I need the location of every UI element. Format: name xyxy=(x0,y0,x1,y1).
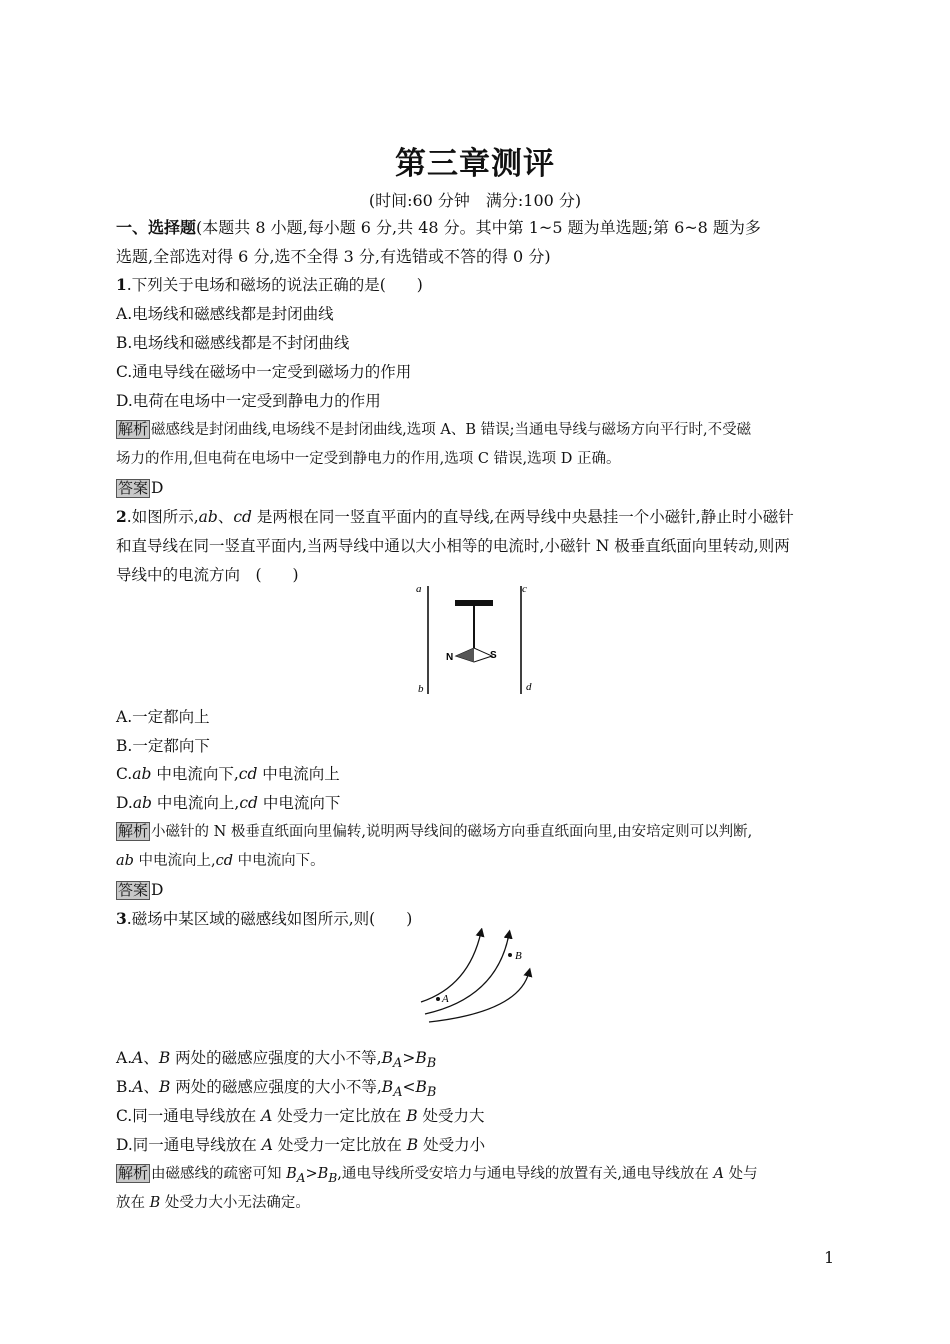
analysis-tag: 解析 xyxy=(118,420,149,438)
q2-stem xyxy=(116,507,836,527)
q3-an-mid: ,通电导线所受安培力与通电导线的放置有关,通电导线放在 xyxy=(337,1166,714,1182)
label-point-b: B xyxy=(515,950,522,962)
q3-opt-b-B: B xyxy=(159,1078,171,1096)
q2-an-cd: cd xyxy=(215,853,234,869)
q2-an-ab: ab xyxy=(116,853,134,869)
sym-B: B xyxy=(415,1049,427,1067)
field-line-1 xyxy=(421,932,481,1002)
q3-opt-b-text: 两处的磁感应强度的大小不等, xyxy=(170,1078,382,1096)
section-heading xyxy=(116,218,836,238)
q3-analysis-line2 xyxy=(116,1193,836,1213)
q2-stem-line3: 导线中的电流方向 ( ) xyxy=(116,566,299,584)
q3-an-l2-B: B xyxy=(149,1195,161,1211)
q2-stem-b: 是两根在同一竖直平面内的直导线,在两导线中央悬挂一个小磁针,静止时小磁针 xyxy=(251,508,794,526)
q2-opt-c-prefix: C. xyxy=(116,765,133,783)
q2-option-d xyxy=(116,793,836,813)
needle-n-half xyxy=(456,648,474,662)
point-b xyxy=(508,953,512,957)
q3-an-l2-end: 处受力大小无法确定。 xyxy=(160,1195,310,1211)
q3-opt-c-pre: C.同一通电导线放在 xyxy=(116,1107,262,1125)
q3-option-c xyxy=(116,1106,836,1126)
label-b: b xyxy=(418,683,424,695)
q1-answer xyxy=(116,478,836,498)
q2-opt-c-ab: ab xyxy=(132,765,152,783)
q2-stem-sep: 、 xyxy=(217,508,234,526)
analysis-tag: 解析 xyxy=(118,822,149,840)
q3-an-end: 处与 xyxy=(724,1166,758,1182)
page-number: 1 xyxy=(824,1248,835,1267)
q2-opt-c-cd: cd xyxy=(238,765,258,783)
q1-option-b: B.电场线和磁感线都是不封闭曲线 xyxy=(116,334,350,352)
q1-option-d: D.电荷在电场中一定受到静电力的作用 xyxy=(116,392,381,410)
q2-stem-a: .如图所示, xyxy=(126,508,199,526)
label-point-a: A xyxy=(442,993,449,1005)
q3-opt-c-mid: 处受力一定比放在 xyxy=(272,1107,407,1125)
section-desc-2: 选题,全部选对得 6 分,选不全得 3 分,有选错或不答的得 0 分) xyxy=(116,247,551,266)
q1-number: 1 xyxy=(116,275,127,294)
q2-analysis-text-1: 小磁针的 N 极垂直纸面向里偏转,说明两导线间的磁场方向垂直纸面向里,由安培定则可以判断, xyxy=(151,824,753,840)
q1-stem-text: .下列关于电场和磁场的说法正确的是( ) xyxy=(126,276,423,294)
q3-opt-a-prefix: A. xyxy=(116,1049,133,1067)
q3-opt-c-A: A xyxy=(261,1107,273,1125)
label-n: N xyxy=(446,652,454,663)
exam-info: (时间:60 分钟 满分:100 分) xyxy=(368,191,582,210)
sym-B: B xyxy=(286,1166,297,1182)
sub-A: A xyxy=(296,1170,306,1185)
q3-opt-b-prefix: B. xyxy=(116,1078,133,1096)
q3-number: 3 xyxy=(116,909,127,928)
wires-compass-figure xyxy=(410,580,550,700)
q3-option-d xyxy=(116,1135,836,1155)
q3-opt-a-text: 两处的磁感应强度的大小不等, xyxy=(170,1049,382,1067)
point-a xyxy=(436,997,440,1001)
analysis-tag: 解析 xyxy=(118,1164,149,1182)
q3-an-pre: 由磁感线的疏密可知 xyxy=(151,1166,287,1182)
q3-an-rel: > xyxy=(305,1166,318,1182)
q1-analysis-text-2: 场力的作用,但电荷在电场中一定受到静电力的作用,选项 C 错误,选项 D 正确。 xyxy=(116,451,621,467)
q1-answer-value: D xyxy=(151,479,164,497)
q2-opt-d-cd: cd xyxy=(239,794,258,812)
q3-opt-a-A: A xyxy=(132,1049,144,1067)
q2-number: 2 xyxy=(116,507,127,526)
q3-opt-b-rel: < xyxy=(402,1078,416,1096)
label-c: c xyxy=(522,583,527,595)
q2-opt-c-mid: 中电流向下, xyxy=(151,765,239,783)
sub-B: B xyxy=(426,1056,437,1072)
q3-opt-d-mid: 处受力一定比放在 xyxy=(272,1136,407,1154)
q3-stem xyxy=(116,909,836,929)
q2-stem-cd: cd xyxy=(233,508,252,526)
q2-analysis xyxy=(116,822,836,842)
q2-stem-line2: 和直导线在同一竖直平面内,当两导线中通以大小相等的电流时,小磁针 N 极垂直纸面向里转动,则两 xyxy=(116,537,790,555)
sym-B: B xyxy=(317,1166,329,1182)
q3-option-a xyxy=(116,1048,836,1074)
answer-tag: 答案 xyxy=(118,479,149,497)
q3-opt-a-B: B xyxy=(158,1049,171,1067)
q1-stem xyxy=(116,275,836,295)
q2-opt-d-end: 中电流向下 xyxy=(257,794,341,812)
q3-opt-d-B: B xyxy=(406,1136,419,1154)
q3-an-A: A xyxy=(713,1166,725,1182)
q2-an-end: 中电流向下。 xyxy=(233,853,325,869)
support-bar xyxy=(455,600,493,606)
q3-opt-d-pre: D.同一通电导线放在 xyxy=(116,1136,262,1154)
q3-opt-c-end: 处受力大 xyxy=(417,1107,485,1125)
q3-opt-a-rel: > xyxy=(402,1049,416,1067)
sub-A: A xyxy=(393,1085,403,1101)
section-desc-1: (本题共 8 小题,每小题 6 分,共 48 分。其中第 1~5 题为单选题;第 6~8 题为多 xyxy=(196,218,761,237)
q2-opt-d-prefix: D. xyxy=(116,794,133,812)
label-a: a xyxy=(416,583,422,595)
q3-opt-b-A: A xyxy=(132,1078,144,1096)
page-title: 第三章测评 xyxy=(395,146,555,182)
field-lines-figure xyxy=(415,928,535,1023)
sub-B: B xyxy=(426,1085,437,1101)
section-title: 一、选择题 xyxy=(116,218,197,237)
q1-analysis xyxy=(116,420,836,440)
q2-option-b: B.一定都向下 xyxy=(116,737,210,755)
q2-option-a: A.一定都向上 xyxy=(116,708,210,726)
q3-opt-c-B: B xyxy=(406,1107,418,1125)
q2-an-mid: 中电流向上, xyxy=(133,853,216,869)
answer-tag: 答案 xyxy=(118,881,149,899)
q2-opt-d-ab: ab xyxy=(132,794,152,812)
q2-stem-ab: ab xyxy=(198,508,218,526)
q2-analysis-line2 xyxy=(116,851,836,871)
sym-B: B xyxy=(381,1078,394,1096)
q2-answer xyxy=(116,880,836,900)
q3-stem-text: .磁场中某区域的磁感线如图所示,则( ) xyxy=(126,910,413,928)
label-s: S xyxy=(490,650,497,661)
q2-option-c xyxy=(116,764,836,784)
q3-opt-b-mid: 、 xyxy=(143,1078,160,1096)
field-line-2 xyxy=(425,934,509,1014)
q1-analysis-text-1: 磁感线是封闭曲线,电场线不是封闭曲线,选项 A、B 错误;当通电导线与磁场方向平行时,不受磁 xyxy=(151,422,752,438)
q3-opt-d-A: A xyxy=(261,1136,273,1154)
q3-an-l2-pre: 放在 xyxy=(116,1195,150,1211)
q3-opt-d-end: 处受力小 xyxy=(418,1136,486,1154)
q3-option-b xyxy=(116,1077,836,1103)
q2-answer-value: D xyxy=(151,881,164,899)
q1-option-a: A.电场线和磁感线都是封闭曲线 xyxy=(116,305,334,323)
label-d: d xyxy=(526,681,532,693)
q3-opt-a-mid: 、 xyxy=(143,1049,159,1067)
q2-opt-c-end: 中电流向上 xyxy=(257,765,340,783)
sub-A: A xyxy=(392,1056,403,1072)
sym-B: B xyxy=(381,1049,393,1067)
q2-opt-d-mid: 中电流向上, xyxy=(151,794,240,812)
q3-analysis xyxy=(116,1164,836,1188)
sub-B: B xyxy=(328,1170,338,1185)
q1-option-c: C.通电导线在磁场中一定受到磁场力的作用 xyxy=(116,363,412,381)
sym-B: B xyxy=(415,1078,427,1096)
